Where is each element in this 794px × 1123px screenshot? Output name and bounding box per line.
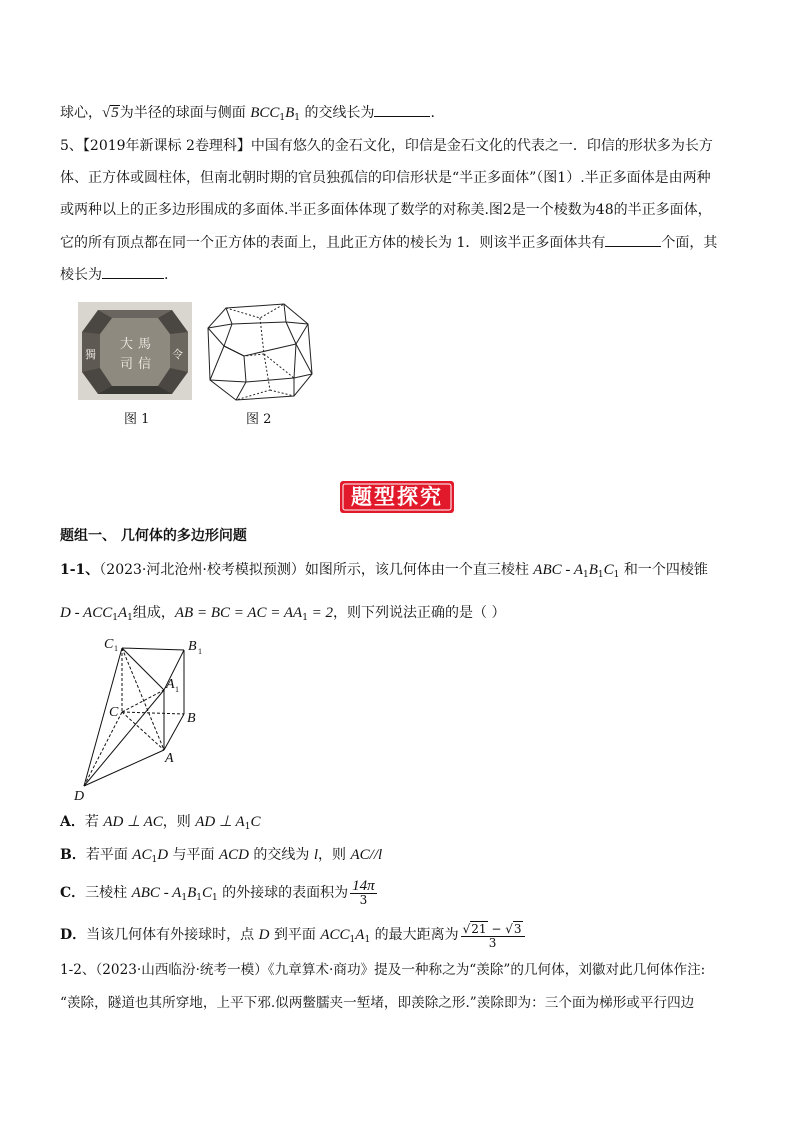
answer-blank-faces[interactable]: [605, 232, 661, 247]
prism-pyramid-figure: [72, 636, 212, 804]
label-C1: C: [104, 637, 114, 652]
label-A1: A: [166, 677, 175, 692]
label-B1: B: [188, 639, 197, 654]
sqrt-symbol: √: [505, 921, 513, 936]
figure-2-caption: 图 2: [246, 412, 272, 427]
figure-1-seal-photo: [78, 302, 192, 400]
polyhedron-diagram: [204, 298, 316, 404]
label-B: B: [187, 711, 196, 726]
seal-char: 大: [120, 337, 134, 352]
q5-line-4: 它的所有顶点都在同一个正方体的表面上，且此正方体的棱长为 1．则该半正多面体共有 个面，其: [60, 232, 717, 253]
seal-photo-image: [78, 302, 192, 400]
seal-char: 馬: [138, 337, 152, 352]
q4-tail-line: 球心，√5为半径的球面与侧面 $BCC_1B_1$ 的交线长为 .: [60, 102, 435, 128]
section-banner: [340, 481, 454, 513]
seal-char: 信: [138, 357, 152, 372]
seal-char: 令: [172, 348, 183, 361]
label-A: A: [165, 751, 174, 766]
q5-line-2: 体、正方体或圆柱体，但南北朝时期的官员独孤信的印信形状是“半正多面体”（图1）.半正多面体是由两种: [60, 170, 711, 186]
answer-blank-edge[interactable]: [102, 264, 164, 279]
q5-line-3: 或两种以上的正多边形围成的多面体.半正多面体体现了数学的对称美.图2是一个棱数为48的半正多面体，: [60, 202, 712, 218]
option-c[interactable]: C．三棱柱 ABC - $A_1B_1C_1$ 的外接球的表面积为 $\frac{14\pi}{3}$: [60, 877, 375, 907]
sqrt-symbol: √: [102, 105, 111, 121]
label-D: D: [74, 789, 85, 804]
figure-1-caption: 图 1: [124, 412, 150, 427]
sqrt-value: 5: [111, 105, 119, 121]
option-b[interactable]: B．若平面 $AC_1D$ 与平面 ACD 的交线为 l，则 AC//l: [60, 847, 383, 865]
fraction-14pi-over-3: $\frac{14\pi}{3}$: [352, 877, 375, 907]
q5-line-5: 棱长为 .: [60, 264, 168, 285]
q11-line-2: D - $ACC_1A_1$组成，AB = BC = AC = $AA_1 = 2$，则下列说法正确的是（ ）: [60, 605, 506, 623]
option-a[interactable]: A．若 AD ⊥ AC，则 AD ⊥ $A_1C$: [60, 814, 261, 832]
banner-text: 题型探究: [351, 485, 443, 509]
label-A1-sub: 1: [175, 685, 179, 694]
answer-blank[interactable]: [374, 102, 430, 117]
geometry-diagram: [72, 636, 212, 804]
group-1-title: 题组一、 几何体的多边形问题: [60, 528, 247, 544]
seal-char: 獨: [85, 348, 96, 361]
label-B1-sub: 1: [198, 647, 202, 656]
q12-line-2: “羡除，隧道也其所穿地，上平下邪.似两鳖臑夹一堑堵，即羡除之形.”羡除即为：三个面为梯形或平行四边: [60, 995, 695, 1011]
sqrt-symbol: √: [462, 921, 471, 936]
q5-line-1: 5、【2019年新课标 2卷理科】中国有悠久的金石文化，印信是金石文化的代表之一．印信的形状多为长方: [60, 138, 713, 154]
figure-2-polyhedron: [204, 298, 316, 404]
q12-line-1: 1-2、（2023·山西临汾·统考一模）《九章算术·商功》提及一种称之为“羡除”的几何体，刘徽对此几何体作注:: [60, 962, 706, 978]
fraction-sqrt-distance: $\frac{√21 - √3}{3}$: [461, 921, 525, 950]
option-d[interactable]: D．当该几何体有外接球时，点 D 到平面 $ACC_1A_1$ 的最大距离为 $\frac{√21 - √3}{3}$: [60, 918, 527, 957]
q11-line-1: 1-1、（2023·河北沧州·校考模拟预测）如图所示，该几何体由一个直三棱柱 ABC - $A_1B_1C_1$ 和一个四棱锥: [60, 562, 708, 580]
label-C: C: [109, 705, 119, 720]
label-C1-sub: 1: [114, 644, 118, 653]
seal-char: 司: [120, 357, 134, 372]
